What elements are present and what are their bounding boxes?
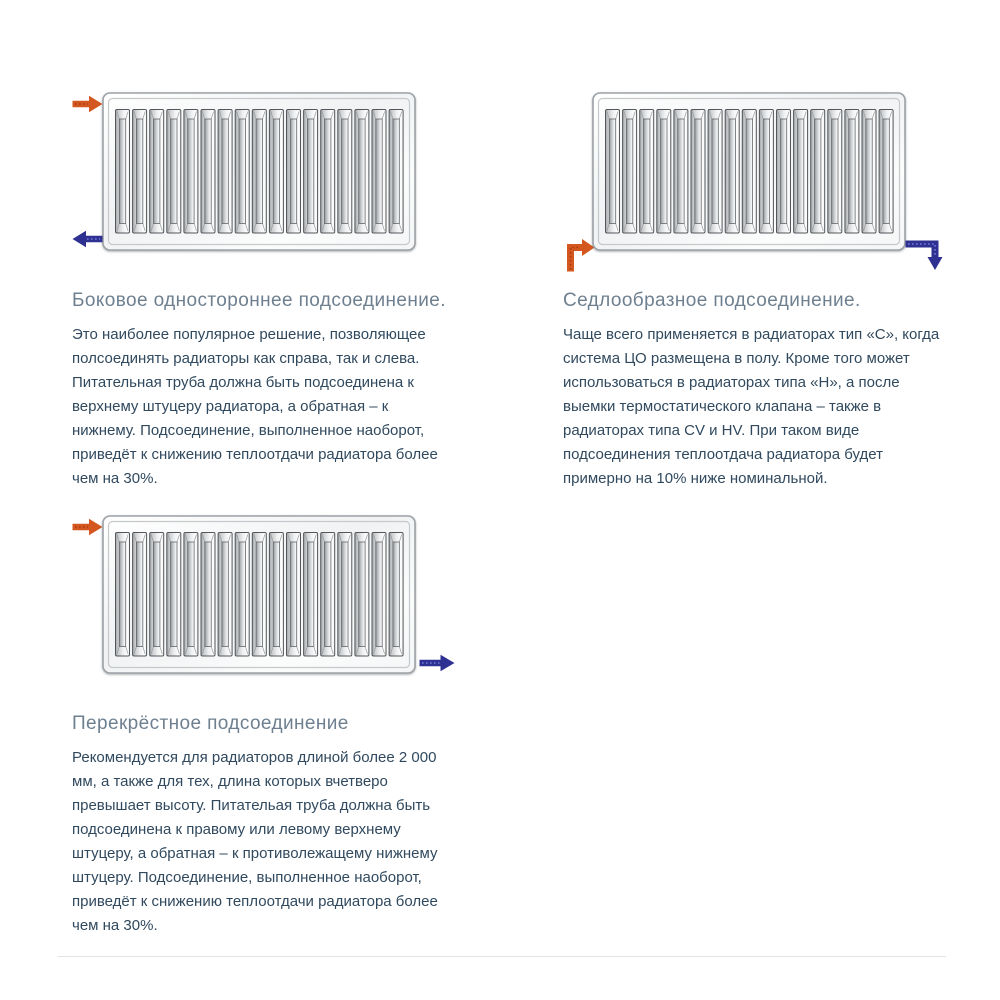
radiator-illustration: [102, 515, 416, 674]
section-side-connection: [72, 92, 563, 491]
section-title: Перекрёстное подсоединение: [72, 713, 349, 734]
supply-flow-right-arrow-icon: [71, 94, 104, 114]
section-saddle-connection: [563, 92, 948, 491]
return-flow-left-arrow-icon: [71, 229, 104, 249]
bottom-divider: [58, 956, 946, 957]
radiator-illustration: [102, 92, 416, 251]
diagram-cross-connection: [72, 515, 563, 674]
section-cross-connection: [72, 515, 563, 938]
section-title: Седлообразное подсоединение.: [563, 290, 861, 311]
return-flow-right-arrow-icon: [418, 653, 456, 673]
return-flow-bent-right-down-arrow-icon: [904, 234, 950, 272]
sections-grid: [72, 92, 940, 938]
section-body: Это наиболее популярное решение, позволяющее полсоединять радиаторы как справа, так и слева. Питательная труба должна быть подсоединена к верхнему штуцеру радиатора, а обратная – к нижнему. Подсоединение, выполненное наоборот, приведёт к снижению теплоотдачи радиатора более чем на 30%.: [72, 326, 438, 487]
section-title: Боковое одностороннее подсоединение.: [72, 290, 446, 311]
supply-flow-right-arrow-icon: [71, 517, 104, 537]
section-body: Чаще всего применяется в радиаторах тип «С», когда система ЦО размещена в полу. Кроме того может использоваться в радиаторах типа «Н», а после выемки термостатического клапана – также в радиаторах типа CV и HV. При таком виде подсоединения теплоотдача радиатора будет примерно на 10% ниже номинальной.: [563, 326, 940, 487]
section-body: Рекомендуется для радиаторов длиной более 2 000 мм, а также для тех, длина которых вчетверо превышает высоту. Питательая труба должна быть подсоединена к правому или левому верхнему штуцеру, а обратная – к противолежащему нижнему штуцеру. Подсоединение, выполненное наоборот, приведёт к снижению теплоотдачи радиатора более чем на 30%.: [72, 749, 438, 934]
radiator-illustration: [592, 92, 906, 251]
diagram-side-connection: [72, 92, 563, 251]
diagram-saddle-connection: [563, 92, 948, 251]
